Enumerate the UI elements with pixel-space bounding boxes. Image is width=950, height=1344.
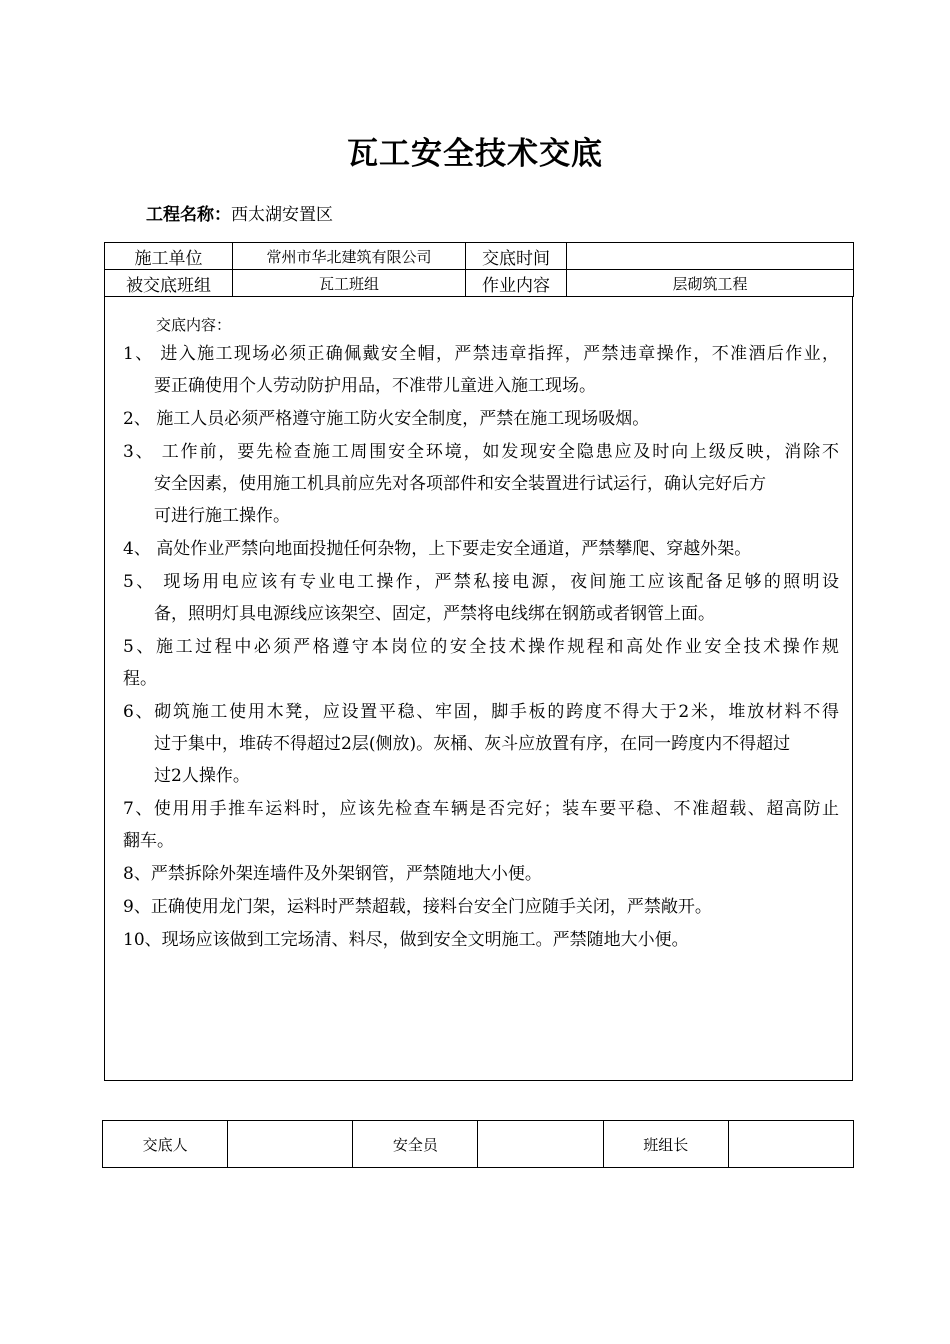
item-line: 7、使用用手推车运料时，应该先检查车辆是否完好；装车要平稳、不准超载、超高防止 bbox=[123, 799, 839, 819]
team-value: 瓦工班组 bbox=[233, 270, 466, 297]
item-line: 过2人操作。 bbox=[154, 766, 250, 786]
project-name-label: 工程名称： bbox=[146, 205, 231, 225]
safety-officer-signature-field[interactable] bbox=[478, 1121, 603, 1168]
list-item bbox=[123, 631, 839, 695]
item-line: 10、现场应该做到工完场清、料尽，做到安全文明施工。严禁随地大小便。 bbox=[123, 930, 689, 950]
work-value: 层砌筑工程 bbox=[567, 270, 854, 297]
item-line: 1、 进入施工现场必须正确佩戴安全帽，严禁违章指挥，严禁违章操作，不准酒后作业， bbox=[123, 344, 839, 364]
team-label: 被交底班组 bbox=[105, 270, 233, 297]
item-line: 安全因素，使用施工机具前应先对各项部件和安全装置进行试运行，确认完好后方 bbox=[154, 474, 766, 494]
signature-row bbox=[103, 1121, 854, 1168]
info-table bbox=[104, 242, 854, 297]
list-item bbox=[123, 793, 839, 857]
page-title: 瓦工安全技术交底 bbox=[347, 136, 603, 172]
content-label: 交底内容： bbox=[156, 316, 232, 334]
unit-value: 常州市华北建筑有限公司 bbox=[233, 243, 466, 270]
content-items bbox=[123, 338, 839, 957]
list-item bbox=[123, 891, 839, 923]
project-name-value: 西太湖安置区 bbox=[231, 205, 333, 225]
presenter-label: 交底人 bbox=[103, 1121, 228, 1168]
list-item bbox=[123, 338, 839, 402]
team-leader-signature-field[interactable] bbox=[728, 1121, 853, 1168]
item-line: 过于集中，堆砖不得超过2层(侧放)。灰桶、灰斗应放置有序，在同一跨度内不得超过 bbox=[154, 734, 791, 754]
item-line: 翻车。 bbox=[123, 831, 174, 851]
item-line: 2、 施工人员必须严格遵守施工防火安全制度，严禁在施工现场吸烟。 bbox=[123, 409, 650, 429]
item-line: 5、施工过程中必须严格遵守本岗位的安全技术操作规程和高处作业安全技术操作规 bbox=[123, 637, 839, 657]
list-item bbox=[123, 566, 839, 630]
list-item bbox=[123, 533, 839, 565]
safety-officer-label: 安全员 bbox=[353, 1121, 478, 1168]
content-box bbox=[104, 296, 853, 1081]
list-item bbox=[123, 436, 839, 532]
time-value bbox=[567, 243, 854, 270]
item-line: 可进行施工操作。 bbox=[154, 506, 290, 526]
work-label: 作业内容 bbox=[466, 270, 567, 297]
info-row bbox=[105, 243, 854, 270]
item-line: 5、 现场用电应该有专业电工操作，严禁私接电源，夜间施工应该配备足够的照明设 bbox=[123, 572, 839, 592]
time-label: 交底时间 bbox=[466, 243, 567, 270]
item-line: 8、严禁拆除外架连墙件及外架钢管，严禁随地大小便。 bbox=[123, 864, 542, 884]
item-line: 程。 bbox=[123, 669, 157, 689]
item-line: 9、正确使用龙门架，运料时严禁超载，接料台安全门应随手关闭，严禁敞开。 bbox=[123, 897, 712, 917]
info-row bbox=[105, 270, 854, 297]
list-item bbox=[123, 924, 839, 956]
team-leader-label: 班组长 bbox=[603, 1121, 728, 1168]
unit-label: 施工单位 bbox=[105, 243, 233, 270]
list-item bbox=[123, 696, 839, 792]
list-item bbox=[123, 858, 839, 890]
item-line: 要正确使用个人劳动防护用品，不准带儿童进入施工现场。 bbox=[154, 376, 596, 396]
item-line: 备，照明灯具电源线应该架空、固定，严禁将电线绑在钢筋或者钢管上面。 bbox=[154, 604, 715, 624]
item-line: 3、 工作前，要先检查施工周围安全环境，如发现安全隐患应及时向上级反映，消除不 bbox=[123, 442, 839, 462]
item-line: 6、砌筑施工使用木凳，应设置平稳、牢固，脚手板的跨度不得大于2米，堆放材料不得 bbox=[123, 702, 839, 722]
list-item bbox=[123, 403, 839, 435]
presenter-signature-field[interactable] bbox=[228, 1121, 353, 1168]
signature-table bbox=[102, 1120, 854, 1168]
item-line: 4、 高处作业严禁向地面投抛任何杂物，上下要走安全通道，严禁攀爬、穿越外架。 bbox=[123, 539, 752, 559]
project-name bbox=[146, 200, 333, 225]
